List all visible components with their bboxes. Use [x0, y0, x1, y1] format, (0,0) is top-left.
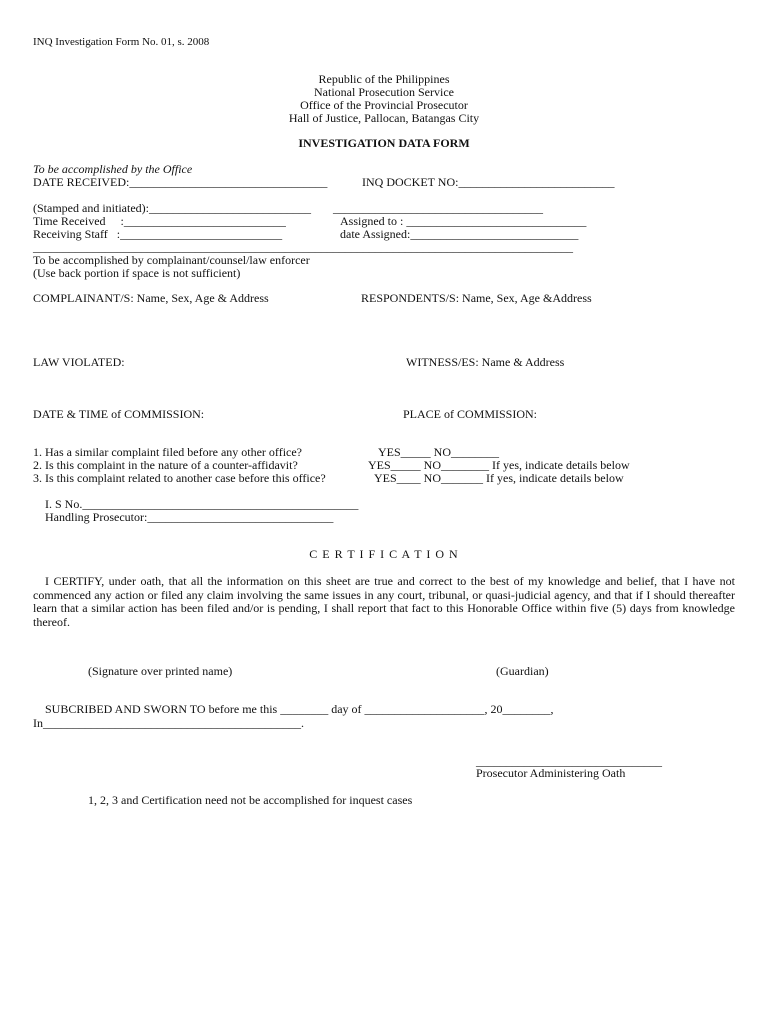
certification-heading: C E R T I F I C A T I O N — [309, 547, 459, 561]
assigned-blank-line[interactable]: ___________________________________ — [333, 201, 543, 215]
date-assigned-field[interactable]: date Assigned:____________________________ — [340, 227, 579, 241]
question-3-answer[interactable]: YES____ NO_______ If yes, indicate details below — [374, 471, 624, 485]
prosecutor-signature-line[interactable]: _______________________________ — [476, 754, 662, 768]
form-title: INVESTIGATION DATA FORM — [298, 136, 470, 150]
time-received-field[interactable]: Time Received :___________________________ — [33, 214, 286, 228]
is-number-field[interactable]: I. S No.______________________________________________ — [45, 497, 359, 511]
back-portion-note: (Use back portion if space is not sufficient) — [33, 266, 241, 280]
guardian-label: (Guardian) — [496, 664, 549, 678]
inq-docket-field[interactable]: INQ DOCKET NO:__________________________ — [362, 175, 615, 189]
receiving-staff-field[interactable]: Receiving Staff :___________________________ — [33, 227, 283, 241]
footnote: 1, 2, 3 and Certification need not be accomplished for inquest cases — [88, 793, 413, 807]
witnesses-label: WITNESS/ES: Name & Address — [406, 355, 565, 369]
header-address: Hall of Justice, Pallocan, Batangas City — [288, 111, 480, 125]
header-republic: Republic of the Philippines — [318, 72, 450, 86]
header-office: Office of the Provincial Prosecutor — [300, 98, 468, 112]
question-2-answer[interactable]: YES_____ NO________ If yes, indicate details below — [368, 458, 630, 472]
question-2: 2. Is this complaint in the nature of a counter-affidavit? — [33, 458, 298, 472]
signature-label: (Signature over printed name) — [88, 664, 233, 678]
certification-body: I CERTIFY, under oath, that all the information on this sheet are true and correct to the best of my knowledge and belief, that I have not commenced any action or filed any claim involving the same issues in any court, tribunal, or quasi-judicial agency, and that if I should thereafter learn that a similar action has been filed and/or is pending, I shall report that fact to this Honorable Office within five (5) days from knowledge thereof. — [33, 574, 735, 629]
assigned-to-field[interactable]: Assigned to : ______________________________ — [340, 214, 587, 228]
question-1-answer[interactable]: YES_____ NO________ — [378, 445, 500, 459]
law-violated-label: LAW VIOLATED: — [33, 355, 125, 369]
question-3: 3. Is this complaint related to another case before this office? — [33, 471, 326, 485]
prosecutor-label: Prosecutor Administering Oath — [476, 766, 626, 780]
sworn-statement[interactable]: SUBCRIBED AND SWORN TO before me this ________ day of ____________________, 20________, — [45, 702, 554, 716]
sworn-place-field[interactable]: In___________________________________________. — [33, 716, 304, 730]
date-received-field[interactable]: DATE RECEIVED:_________________________________ — [33, 175, 328, 189]
office-note: To be accomplished by the Office — [33, 162, 193, 176]
handling-prosecutor-field[interactable]: Handling Prosecutor:_______________________________ — [45, 510, 334, 524]
stamped-initiated-field[interactable]: (Stamped and initiated):___________________________ — [33, 201, 311, 215]
respondents-label: RESPONDENTS/S: Name, Sex, Age &Address — [361, 291, 592, 305]
form-reference: INQ Investigation Form No. 01, s. 2008 — [33, 36, 210, 48]
place-commission-label: PLACE of COMMISSION: — [403, 407, 538, 421]
complainants-label: COMPLAINANT/S: Name, Sex, Age & Address — [33, 291, 269, 305]
header-nps: National Prosecution Service — [314, 85, 454, 99]
date-time-commission-label: DATE & TIME of COMMISSION: — [33, 407, 205, 421]
section-divider: __________________________________________________________________________________________ — [33, 240, 573, 254]
question-1: 1. Has a similar complaint filed before any other office? — [33, 445, 303, 459]
complainant-note: To be accomplished by complainant/counsel/law enforcer — [33, 253, 310, 267]
